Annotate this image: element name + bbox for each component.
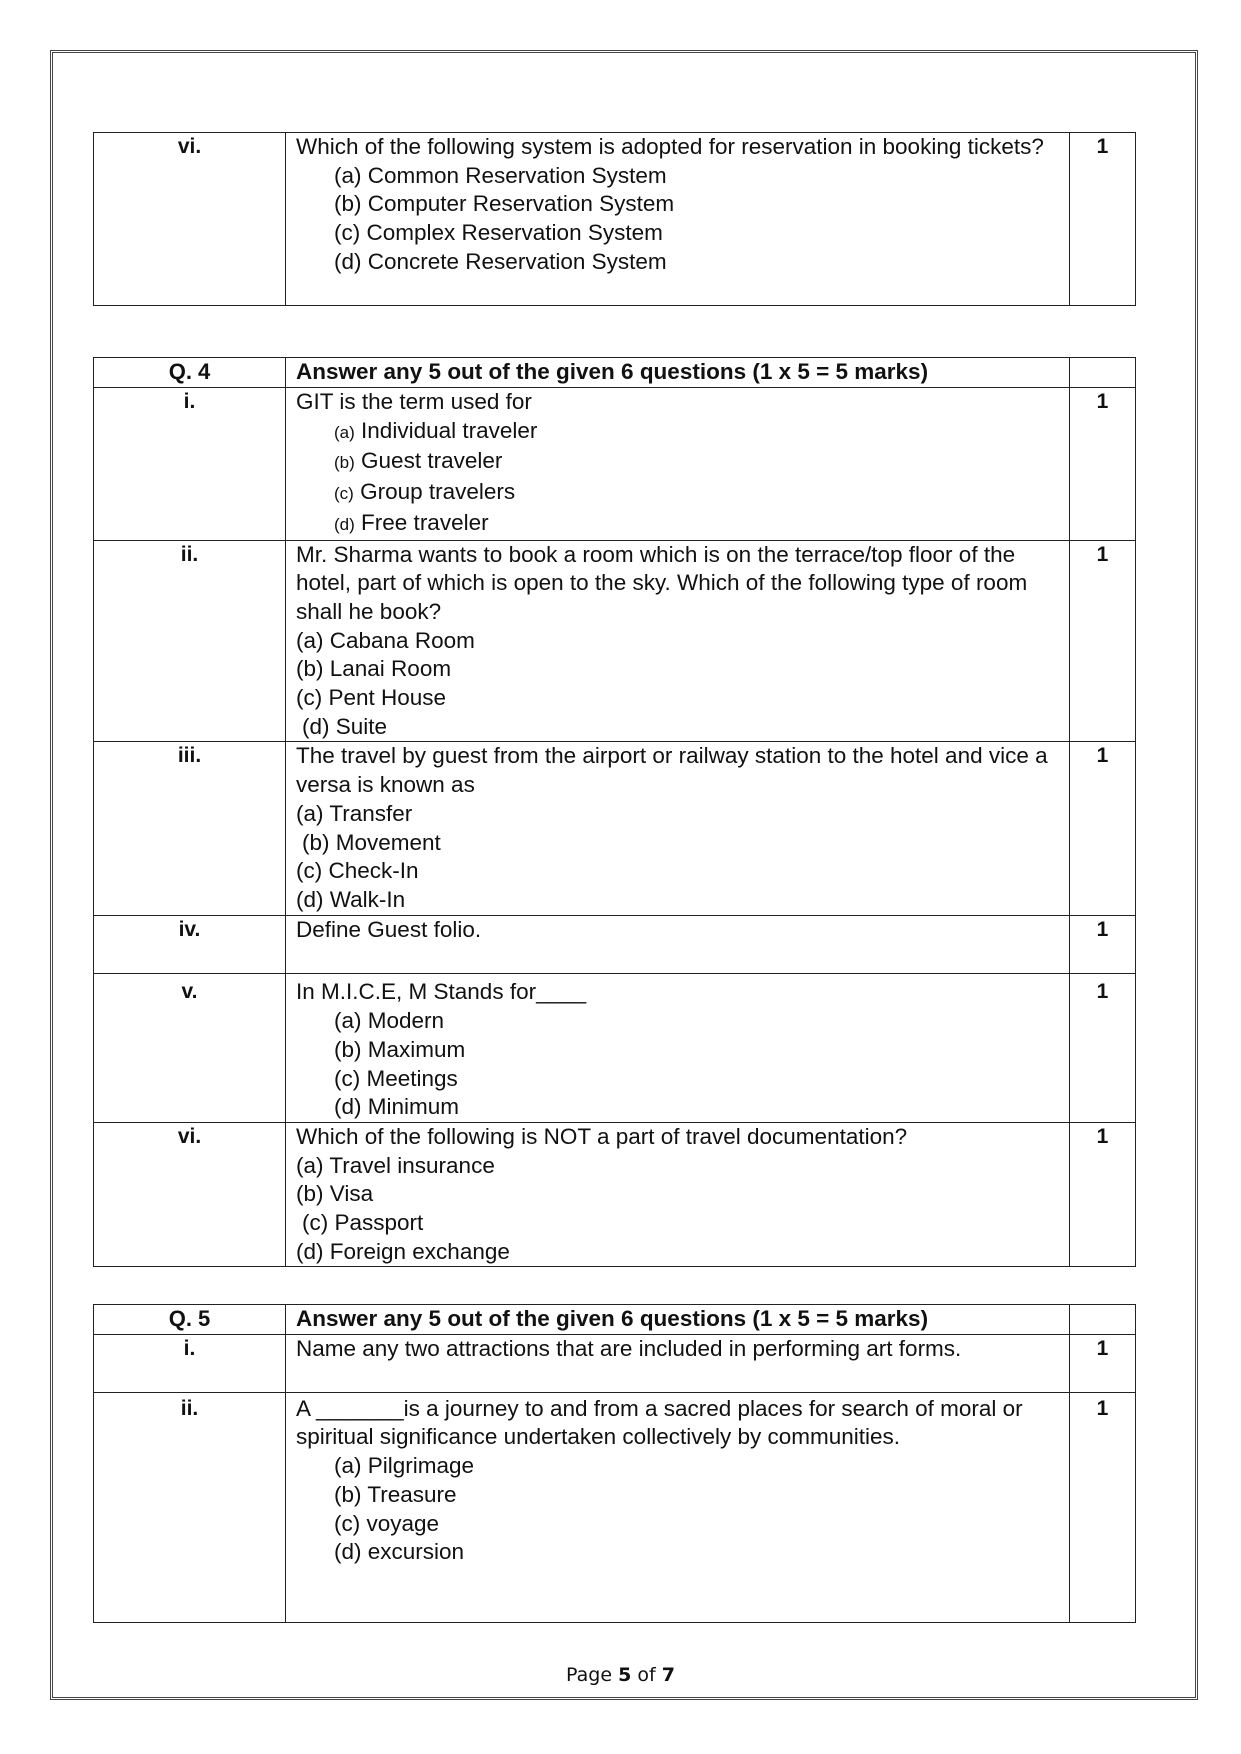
option: (a) Travel insurance: [296, 1152, 495, 1178]
marks: 1: [1070, 1392, 1136, 1622]
option: (b) Movement: [302, 829, 441, 855]
question-row: [94, 916, 1136, 974]
option: (c) Group travelers: [334, 479, 516, 505]
question-text: In M.I.C.E, M Stands for____ (a) Modern (b) Maximum (c) Meetings (d) Minimum: [286, 974, 1070, 1123]
option: (a) Pilgrimage: [334, 1453, 475, 1479]
question-number: iv.: [94, 916, 286, 974]
section-label: Q. 5: [94, 1305, 286, 1335]
question-number: v.: [94, 974, 286, 1123]
question-row: [94, 1122, 1136, 1267]
marks: 1: [1070, 540, 1136, 742]
option: (c) Complex Reservation System: [334, 220, 663, 246]
section-instruction: Answer any 5 out of the given 6 questions (1 x 5 = 5 marks): [286, 358, 1070, 388]
option: (c) Meetings: [334, 1065, 458, 1091]
section-instruction: Answer any 5 out of the given 6 questions (1 x 5 = 5 marks): [286, 1305, 1070, 1335]
question-number: vi.: [94, 1122, 286, 1267]
q3-table: [93, 132, 1136, 306]
question-number: vi.: [94, 133, 286, 306]
question-row: [94, 133, 1136, 306]
option: (b) Lanai Room: [296, 656, 452, 682]
option: (d) Free traveler: [334, 509, 489, 535]
option: (a) Common Reservation System: [334, 162, 667, 188]
q4-table: [93, 357, 1136, 1267]
section-label: Q. 4: [94, 358, 286, 388]
option: (d) Minimum: [334, 1094, 460, 1120]
option: (d) Suite: [302, 713, 388, 739]
question-row: [94, 742, 1136, 916]
option: (d) Walk-In: [296, 886, 406, 912]
option: (a) Individual traveler: [334, 417, 538, 443]
question-number: i.: [94, 1334, 286, 1392]
option: (c) Passport: [302, 1210, 424, 1236]
option: (b) Computer Reservation System: [334, 191, 675, 217]
option: (a) Modern: [334, 1008, 445, 1034]
page-number: Page 5 of 7: [566, 1664, 675, 1686]
question-number: ii.: [94, 1392, 286, 1622]
option: (c) Check-In: [296, 858, 419, 884]
question-row: [94, 974, 1136, 1123]
marks: 1: [1070, 1334, 1136, 1392]
question-text: Define Guest folio.: [286, 916, 1070, 974]
question-text: A _______is a journey to and from a sacred places for search of moral or spiritual significance undertaken collectively by communities. (a) Pilgrimage (b) Treasure (c) voyage (d) excursion: [286, 1392, 1070, 1622]
question-text: GIT is the term used for (a) Individual traveler (b) Guest traveler (c) Group travelers (d) Free traveler: [286, 388, 1070, 541]
option: (d) excursion: [334, 1539, 465, 1565]
option: (b) Visa: [296, 1181, 374, 1207]
question-text: Mr. Sharma wants to book a room which is on the terrace/top floor of the hotel, part of which is open to the sky. Which of the following type of room shall he book? (a) Cabana Room (b) Lanai Room (c) Pent House (d) Suite: [286, 540, 1070, 742]
marks: 1: [1070, 133, 1136, 306]
option: (d) Concrete Reservation System: [334, 248, 667, 274]
marks: 1: [1070, 974, 1136, 1123]
question-text: Name any two attractions that are included in performing art forms.: [286, 1334, 1070, 1392]
question-row: [94, 1392, 1136, 1622]
question-row: [94, 540, 1136, 742]
option: (b) Treasure: [334, 1481, 457, 1507]
option: (d) Foreign exchange: [296, 1238, 510, 1264]
option: (c) Pent House: [296, 685, 447, 711]
option: (a) Cabana Room: [296, 627, 475, 653]
section-header: [94, 1305, 1136, 1335]
question-number: ii.: [94, 540, 286, 742]
question-number: iii.: [94, 742, 286, 916]
question-row: [94, 1334, 1136, 1392]
option: (b) Guest traveler: [334, 448, 503, 474]
section-header: [94, 358, 1136, 388]
question-text: Which of the following is NOT a part of travel documentation? (a) Travel insurance (b) Visa (c) Passport (d) Foreign exchange: [286, 1122, 1070, 1267]
option: (b) Maximum: [334, 1036, 466, 1062]
question-row: [94, 388, 1136, 541]
marks: 1: [1070, 916, 1136, 974]
option: (c) voyage: [334, 1510, 440, 1536]
question-number: i.: [94, 388, 286, 541]
option: (a) Transfer: [296, 800, 413, 826]
q5-table: [93, 1304, 1136, 1623]
marks: 1: [1070, 1122, 1136, 1267]
question-text: The travel by guest from the airport or railway station to the hotel and vice a versa is known as (a) Transfer (b) Movement (c) Check-In (d) Walk-In: [286, 742, 1070, 916]
marks: 1: [1070, 742, 1136, 916]
marks: 1: [1070, 388, 1136, 541]
question-text: Which of the following system is adopted for reservation in booking tickets? (a) Common Reservation System (b) Computer Reservation System (c) Complex Reservation System (d) Concrete Reservation System: [286, 133, 1070, 306]
